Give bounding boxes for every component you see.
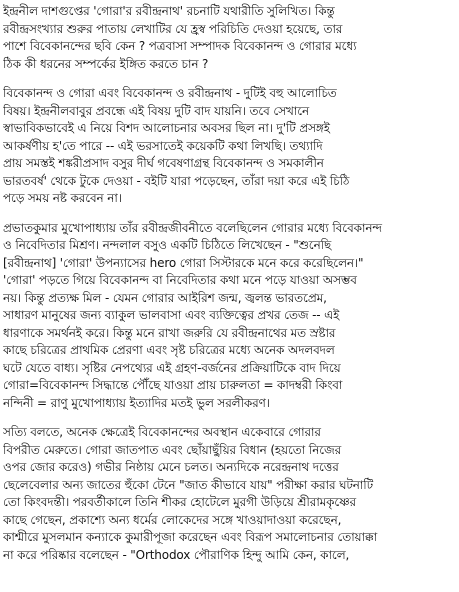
paragraph-3	[3, 220, 455, 413]
text-line: ও নিবেদিতার মিশ্রণ। নন্দলাল বসুও একটি চিঠিতে লিখেছেন - "শুনেছি	[3, 238, 332, 252]
text-line: নয়। কিন্তু প্রত্যক্ষ মিল - যেমন গোরার আইরিশ জন্ম, জ্বলন্ত ভারতপ্রেম,	[3, 290, 327, 305]
paragraph-4	[3, 424, 455, 564]
text-line: ওপর জোর করেও) গভীর নিষ্ঠায় মেনে চলত। অন্যদিকে নরেন্দ্রনাথ দত্তের	[3, 460, 339, 474]
text-line: ইন্দ্রনীল দাশগুপ্তের 'গোরা'র রবীন্দ্রনাথ' রচনাটি যথারীতি সুলিখিত। কিন্তু	[3, 4, 335, 18]
text-line: কাশ্মীরে মুসলমান কন্যাকে কুমারীপূজা করেছেন এবং বিরূপ সমালোচনার তোয়াক্কা	[3, 530, 378, 544]
text-line: ঠিক কী ধরনের সম্পর্কের ইঙ্গিত করতে চান ?	[3, 56, 209, 71]
text-line: গোরা=বিবেকানন্দ সিদ্ধান্তে পৌঁছে যাওয়া প্রায় চারুলতা = কাদম্বরী কিংবা	[3, 378, 343, 392]
text-line: ভারতবর্ষ' থেকে টুকে দেওয়া - বইটি যারা পড়েছেন, তাঁরা দয়া করে এই চিঠি	[3, 173, 350, 188]
text-line: বিপরীত মেরুতে। গোরা জাতপাত এবং ছোঁয়াছুঁয়ির বিধান (হয়তো নিজের	[3, 442, 342, 457]
text-line: বিষয়। ইন্দ্রনীলবাবুর প্রবন্ধে এই বিষয় দুটি বাদ যায়নি। তবে সেখানে	[3, 103, 310, 118]
text-line: কাছে চরিত্রের প্রাথমিক প্রেরণা এবং সৃষ্ট চরিত্রের মধ্যে অনেক অদলবদল	[3, 343, 335, 357]
text-line: তো কিংবদন্তী। পরবর্তীকালে তিনি শীকর হোটেলে মুরগী উড়িয়ে শ্রীরামকৃষ্ণের	[3, 495, 356, 509]
text-line: স্বাভাবিকভাবেই এ নিয়ে বিশদ আলোচনার অবসর ছিল না। দু'টি প্রসঙ্গই	[3, 121, 330, 135]
text-line: ধারণাকে সমর্থনই করে। কিন্তু মনে রাখা জরুরি যে রবীন্দ্রনাথের মত স্রষ্টার	[3, 325, 336, 340]
text-line: ছেলেবেলার অন্য জাতের হুঁকো টেনে "জাত কীভাবে যায়" পরীক্ষা করার ঘটনাটি	[3, 477, 374, 492]
text-line: [রবীন্দ্রনাথ] 'গোরা' উপন্যাসের hero গোরা সিস্টারকে মনে করে করেছিলেন।"	[3, 255, 364, 270]
text-line: সত্যি বলতে, অনেক ক্ষেত্রেই বিবেকানন্দের অবস্থান একেবারে গোরার	[3, 425, 321, 439]
text-line: প্রভাতকুমার মুখোপাধ্যায় তাঁর রবীন্দ্রজীবনীতে বলেছিলেন গোরার মধ্যে বিবেকানন্দ	[3, 220, 382, 235]
text-line: কাছে গেছেন, প্রকাশ্যে অন্য ধর্মের লোকেদের সঙ্গে খাওয়াদাওয়া করেছেন,	[3, 512, 342, 527]
text-line: আকর্ষণীয় হ'তে পারে -- এই ভরসাতেই কয়েকটি কথা লিখছি। তথ্যাদি	[3, 138, 323, 153]
paragraph-2	[3, 85, 455, 208]
text-line: নন্দিনী = রাণু মুখোপাধ্যায় ইত্যাদির মতই ভুল সরলীকরণ।	[3, 395, 270, 410]
paragraph-1	[3, 3, 455, 73]
text-line: প্রায় সমস্তই শঙ্করীপ্রসাদ বসুর দীর্ঘ গবেষণাগ্রন্থ বিবেকানন্দ ও সমকালীন	[3, 156, 324, 170]
text-line: না করে পরিষ্কার বলেছেন - "Orthodox পৌরাণিক হিন্দু আমি কেন, কালে,	[3, 547, 350, 562]
text-line: ঘটে যেতে বাধ্য। সৃষ্টির নেপথ্যের এই গ্রহণ-বর্জনের প্রক্রিয়াটিকে বাদ দিয়ে	[3, 360, 341, 375]
text-line: 'গোরা' পড়তে গিয়ে বিবেকানন্দ বা নিবেদিতার কথা মনে পড়ে যাওয়া অসম্ভব	[3, 273, 357, 287]
text-line: পাশে বিবেকানন্দের ছবি কেন ? পত্রবাসা সম্পাদক বিবেকানন্দ ও গোরার মধ্যে	[3, 39, 357, 53]
text-line: বিবেকানন্দ ও গোরা এবং বিবেকানন্দ ও রবীন্দ্রনাথ - দুটিই বহু আলোচিত	[3, 86, 337, 100]
text-line: পড়ে সময় নষ্ট করবেন না।	[3, 191, 122, 205]
text-line: সাধারণ মানুষের জন্য ব্যাকুল ভালবাসা এবং ব্যক্তিত্বের প্রখর তেজ -- এই	[3, 308, 340, 322]
text-line: রবীন্দ্রসংখ্যার শুরুর পাতায় লেখাটির যে হ্রস্ব পরিচিতি দেওয়া হয়েছে, তার	[3, 21, 343, 36]
